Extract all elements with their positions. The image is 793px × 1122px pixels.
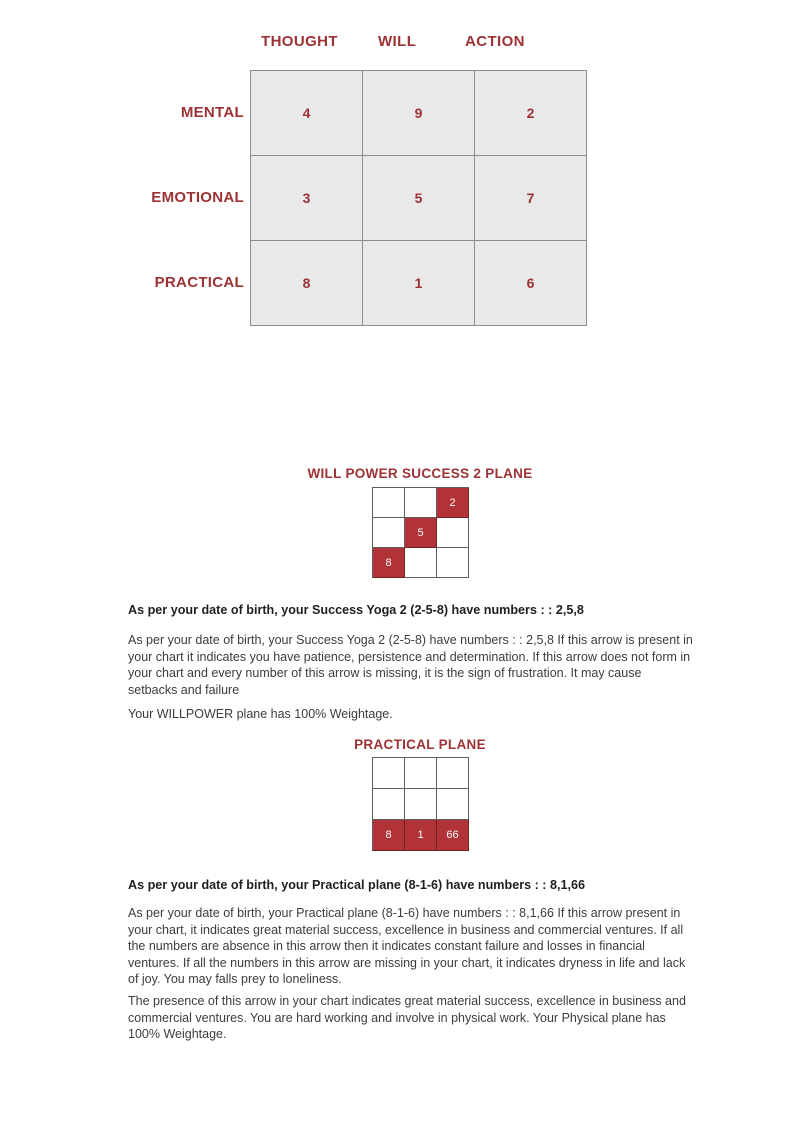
row-label-emotional: EMOTIONAL [151,189,244,206]
plane-cell [373,789,405,820]
practical-heading: As per your date of birth, your Practical plane (8-1-6) have numbers : : 8,1,66 [128,878,586,892]
plane-cell-highlighted: 1 [405,820,437,851]
numerology-matrix [250,70,587,326]
matrix-cell: 5 [363,156,475,241]
matrix-cell: 6 [475,241,587,326]
plane-cell [437,758,469,789]
row-label-practical: PRACTICAL [154,274,244,291]
row-label-mental: MENTAL [180,104,244,121]
plane-cell-highlighted: 2 [437,488,469,518]
matrix-cell: 2 [475,71,587,156]
col-header-action: ACTION [465,33,525,50]
matrix-cell: 7 [475,156,587,241]
matrix-cell: 9 [363,71,475,156]
col-header-thought: THOUGHT [261,33,338,50]
practical-plane-grid [372,757,469,851]
plane-cell [437,548,469,578]
plane-cell [405,488,437,518]
practical-paragraph-2: The presence of this arrow in your chart indicates great material success, excellence in business and commercial ventures. You are hard working and involve in physical work. Your Physical plane has 100% Weightage. [128,994,686,1042]
matrix-cell: 4 [251,71,363,156]
matrix-cell: 8 [251,241,363,326]
plane-cell-highlighted: 66 [437,820,469,851]
plane-cell-highlighted: 8 [373,548,405,578]
willpower-paragraph: As per your date of birth, your Success Yoga 2 (2-5-8) have numbers : : 2,5,8 If this arrow is present in your chart it indicates you have patience, persistence and determination. If this arrow does not form in your chart and every number of this arrow is missing, it is the sign of frustration. It may cause setbacks and failure [128,633,693,697]
plane-cell [405,548,437,578]
plane-cell [373,518,405,548]
col-header-will: WILL [378,33,417,50]
practical-plane-title: PRACTICAL PLANE [354,737,486,752]
matrix-cell: 3 [251,156,363,241]
plane-cell [405,758,437,789]
plane-cell [405,789,437,820]
willpower-plane-title: WILL POWER SUCCESS 2 PLANE [307,466,533,481]
willpower-weightage-note: Your WILLPOWER plane has 100% Weightage. [128,707,393,721]
plane-cell [373,488,405,518]
practical-paragraph-1: As per your date of birth, your Practical plane (8-1-6) have numbers : : 8,1,66 If this arrow present in your chart, it indicates great material success, excellence in business and commercial ventures. If all the numbers are absence in this arrow then it indicates constant failure and losses in financial ventures. If all the numbers in this arrow are missing in your chart, it indicates dryness in life and lack of joy. You may falls prey to loneliness. [128,906,686,987]
willpower-plane-grid [372,487,469,578]
plane-cell-highlighted: 5 [405,518,437,548]
plane-cell-highlighted: 8 [373,820,405,851]
matrix-cell: 1 [363,241,475,326]
plane-cell [373,758,405,789]
plane-cell [437,518,469,548]
plane-cell [437,789,469,820]
willpower-heading: As per your date of birth, your Success Yoga 2 (2-5-8) have numbers : : 2,5,8 [128,603,584,617]
